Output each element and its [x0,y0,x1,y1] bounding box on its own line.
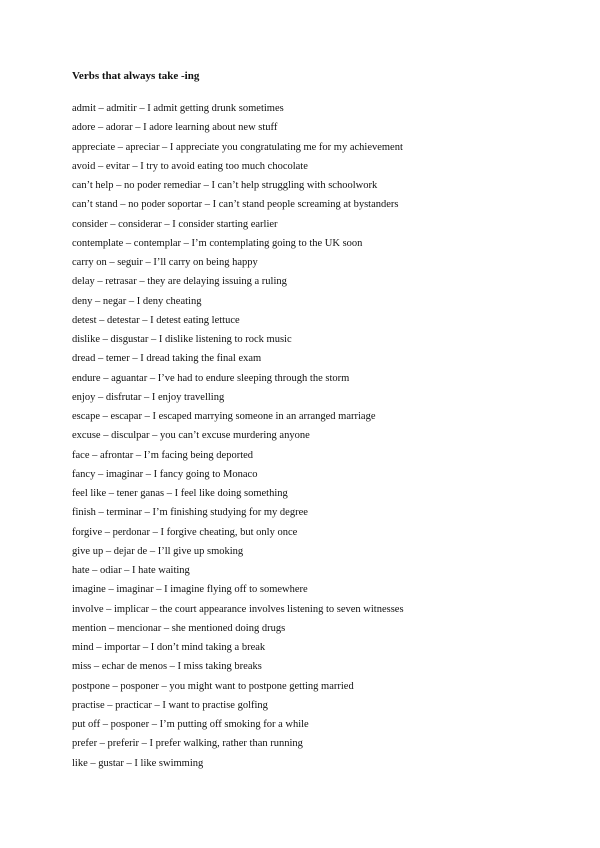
verb-entry: put off – posponer – I’m putting off smoking for a while [72,719,309,730]
verb-entry: can’t help – no poder remediar – I can’t help struggling with schoolwork [72,180,378,191]
verb-entry: forgive – perdonar – I forgive cheating, but only once [72,526,298,538]
verb-entry: give up – dejar de – I’ll give up smoking [72,545,244,557]
verb-entry: excuse – disculpar – you can’t excuse murdering anyone [72,430,310,442]
verb-entry: feel like – tener ganas – I feel like doing something [72,488,288,499]
verb-entry: dislike – disgustar – I dislike listening to rock music [72,334,292,345]
document-title: Verbs that always take -ing [72,70,200,82]
verb-entry: like – gustar – I like swimming [72,757,204,769]
verb-entry: face – afrontar – I’m facing being deported [72,449,254,461]
verb-entry: admit – admitir – I admit getting drunk sometimes [72,103,284,114]
verb-entry: postpone – posponer – you might want to postpone getting married [72,680,354,692]
verb-entry: imagine – imaginar – I imagine flying off to somewhere [72,584,308,596]
verb-entry: mention – mencionar – she mentioned doing drugs [72,622,286,634]
verb-entry: practise – practicar – I want to practise golfing [72,699,268,711]
verb-entry: detest – detestar – I detest eating lettuce [72,314,240,326]
verb-entry: dread – temer – I dread taking the final exam [72,353,262,365]
verb-entry: involve – implicar – the court appearance involves listening to seven witnesses [72,603,404,615]
verb-entry: prefer – preferir – I prefer walking, rather than running [72,738,303,750]
verb-entry: finish – terminar – I’m finishing studying for my degree [72,507,308,519]
verb-entry: can’t stand – no poder soportar – I can’t stand people screaming at bystanders [72,199,399,211]
verb-entry: consider – considerar – I consider starting earlier [72,218,278,230]
verb-entry: contemplate – contemplar – I’m contemplating going to the UK soon [72,237,363,249]
verb-entry: enjoy – disfrutar – I enjoy travelling [72,391,225,403]
verb-entry: escape – escapar – I escaped marrying someone in an arranged marriage [72,411,376,422]
verb-entry: carry on – seguir – I’ll carry on being happy [72,257,258,268]
verb-entry: endure – aguantar – I’ve had to endure sleeping through the storm [72,372,350,384]
verb-entry: adore – adorar – I adore learning about new stuff [72,122,278,134]
verb-entry: miss – echar de menos – I miss taking breaks [72,661,262,673]
verb-list [72,99,572,773]
verb-entry: hate – odiar – I hate waiting [72,565,190,576]
verb-entry: appreciate – apreciar – I appreciate you congratulating me for my achievement [72,141,403,153]
verb-entry: avoid – evitar – I try to avoid eating too much chocolate [72,160,308,172]
verb-entry: deny – negar – I deny cheating [72,295,202,307]
verb-entry: delay – retrasar – they are delaying issuing a ruling [72,276,287,288]
verb-entry: fancy – imaginar – I fancy going to Monaco [72,468,258,480]
verb-entry: mind – importar – I don’t mind taking a break [72,642,266,653]
